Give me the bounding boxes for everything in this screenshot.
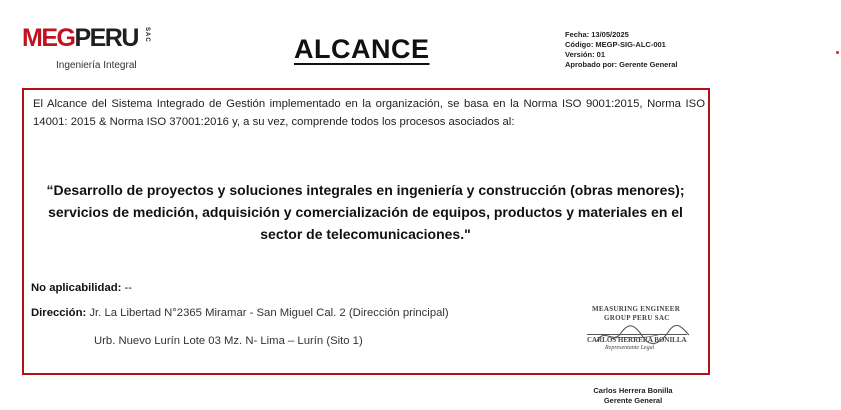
no-applicability-value: --	[124, 282, 133, 294]
address-label: Dirección:	[31, 307, 87, 319]
address-site-1: Urb. Nuevo Lurín Lote 03 Mz. N- Lima – Lurín (Sito 1)	[94, 335, 363, 347]
meta-version: Versión: 01	[565, 50, 606, 59]
scope-statement: “Desarrollo de proyectos y soluciones integrales en ingeniería y construcción (obras menores); servicios de medición, adquisición y comercialización de equipos, productos y materiales en el sector de telecomunicaciones."	[46, 182, 685, 242]
meta-date: Fecha: 13/05/2025	[565, 30, 629, 39]
decorative-dot	[836, 51, 839, 54]
company-stamp	[587, 305, 691, 355]
scope-intro: El Alcance del Sistema Integrado de Gestión implementado en la organización, se basa en la Norma ISO 9001:2015, Norma ISO 14001: 2015 & Norma ISO 37001:2016 y, a su vez, comprende todos los procesos asociados al:	[33, 98, 705, 128]
address-main: Jr. La Libertad N°2365 Miramar - San Miguel Cal. 2 (Dirección principal)	[89, 307, 449, 319]
company-logo	[22, 24, 152, 74]
logo-tagline: Ingeniería Integral	[56, 60, 137, 71]
document-metadata	[565, 30, 678, 70]
signer-role: Gerente General	[603, 396, 663, 405]
logo-suffix: SAC	[144, 27, 150, 43]
signer-block	[585, 386, 681, 406]
stamp-role: Representante Legal	[605, 345, 655, 351]
logo-brand-secondary: PERU	[74, 24, 138, 52]
scope-box	[22, 88, 710, 375]
address-row-main	[31, 307, 449, 319]
page-title: ALCANCE	[294, 34, 430, 64]
meta-code: Código: MEGP-SIG-ALC-001	[565, 40, 666, 49]
logo-brand-primary: MEG	[22, 24, 75, 52]
meta-approved-by: Aprobado por: Gerente General	[565, 60, 678, 69]
stamp-company-line1: MEASURING ENGINEER	[592, 305, 681, 313]
stamp-name: CARLOS HERRERA BONILLA	[587, 336, 687, 344]
no-applicability-row	[31, 282, 132, 294]
logo-wordmark	[22, 24, 138, 52]
no-applicability-label: No aplicabilidad:	[31, 282, 122, 294]
stamp-company-line2: GROUP PERU SAC	[604, 314, 670, 322]
signer-name: Carlos Herrera Bonilla	[593, 386, 673, 395]
